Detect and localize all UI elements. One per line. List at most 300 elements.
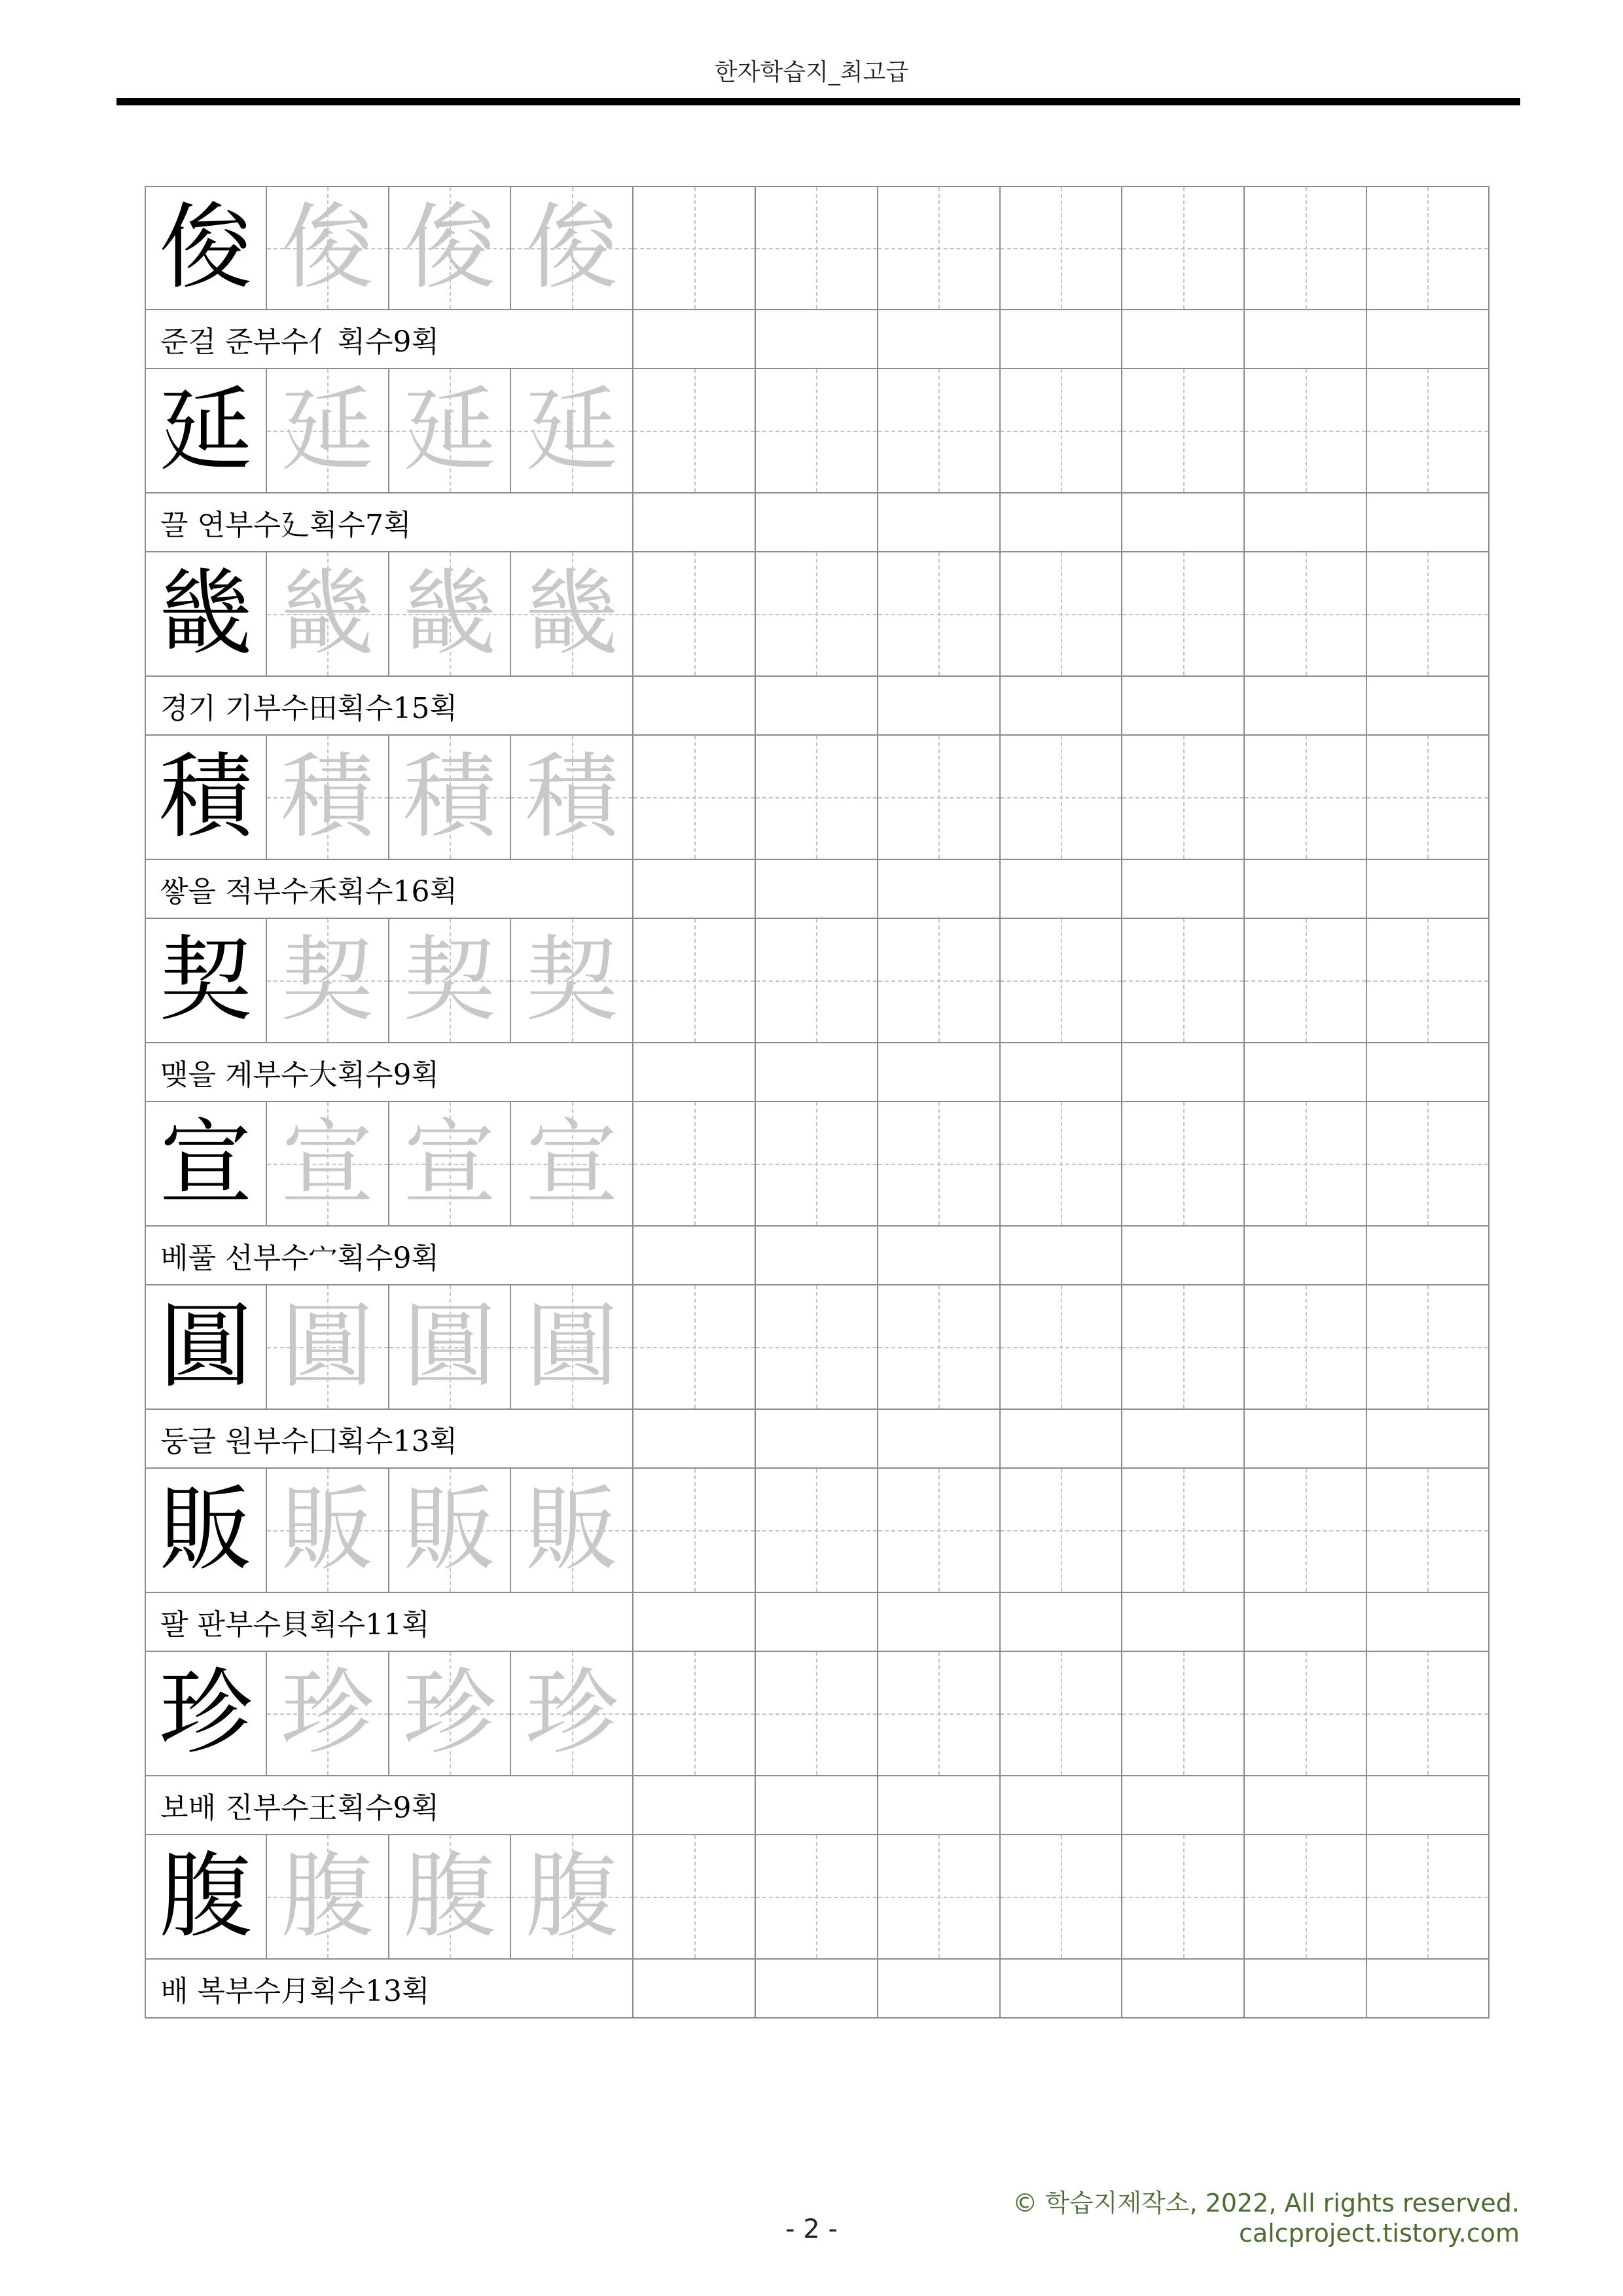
trace-cell (389, 919, 512, 1043)
practice-cell (633, 1469, 756, 1593)
trace-character: 積 (402, 743, 496, 851)
practice-cell (1122, 919, 1245, 1043)
info-blank-cell (1245, 1776, 1367, 1835)
radical-value: 貝 (281, 1608, 310, 1641)
info-blank-cell (1245, 860, 1367, 919)
info-blank-cell (1122, 677, 1245, 736)
strokes-label: 획수 (310, 509, 366, 542)
info-row (145, 1043, 1489, 1102)
char-info (145, 1593, 633, 1652)
info-blank-cell (756, 1776, 878, 1835)
trace-character: 珍 (402, 1659, 496, 1767)
trace-cell (389, 1652, 512, 1776)
char-row (145, 1469, 1489, 1593)
practice-cell (1367, 1469, 1489, 1593)
char-meaning: 쌓을 적 (160, 875, 253, 908)
info-blank-cell (1122, 1960, 1245, 2018)
header-rule (116, 98, 1520, 105)
radical-label: 부수 (253, 1425, 309, 1458)
trace-cell (389, 1469, 512, 1593)
radical-label: 부수 (253, 1791, 309, 1825)
practice-cell (1001, 736, 1123, 860)
strokes-label: 획수 (337, 875, 393, 908)
strokes-value: 7획 (365, 509, 412, 542)
info-row (145, 860, 1489, 919)
char-row (145, 369, 1489, 493)
info-blank-cell (633, 1227, 756, 1285)
char-row (145, 1285, 1489, 1410)
trace-character: 圓 (281, 1293, 374, 1401)
trace-character: 宣 (281, 1109, 374, 1217)
practice-cell (756, 369, 878, 493)
practice-grid (145, 186, 1489, 2018)
trace-cell (511, 1285, 633, 1410)
strokes-value: 16획 (393, 875, 458, 908)
trace-cell (511, 919, 633, 1043)
model-char-cell (145, 1285, 267, 1410)
char-info (145, 1043, 633, 1102)
practice-cell (1367, 736, 1489, 860)
char-meaning: 보배 진 (160, 1791, 253, 1825)
info-blank-cell (633, 493, 756, 552)
info-blank-cell (1122, 860, 1245, 919)
radical-label: 부수 (225, 509, 281, 542)
char-row (145, 736, 1489, 860)
practice-cell (1245, 1285, 1367, 1410)
info-blank-cell (756, 677, 878, 736)
char-meaning: 맺을 계 (160, 1058, 253, 1092)
info-blank-cell (1001, 310, 1123, 369)
char-row (145, 919, 1489, 1043)
practice-cell (1122, 1835, 1245, 1960)
trace-cell (267, 1835, 389, 1960)
trace-cell (267, 736, 389, 860)
trace-character: 販 (281, 1476, 374, 1584)
radical-value: 大 (308, 1058, 338, 1092)
strokes-value: 15획 (393, 692, 458, 725)
practice-cell (878, 369, 1001, 493)
practice-cell (1367, 919, 1489, 1043)
model-character: 契 (159, 926, 253, 1034)
trace-character: 畿 (525, 560, 618, 668)
practice-cell (1367, 1835, 1489, 1960)
practice-cell (878, 186, 1001, 310)
trace-character: 販 (525, 1476, 618, 1584)
practice-cell (1245, 186, 1367, 310)
char-meaning: 둥글 원 (160, 1425, 253, 1458)
char-info (145, 493, 633, 552)
radical-label: 부수 (253, 692, 309, 725)
trace-character: 俊 (525, 194, 618, 302)
trace-cell (267, 1652, 389, 1776)
practice-cell (878, 736, 1001, 860)
trace-character: 延 (281, 376, 374, 484)
strokes-value: 9획 (393, 325, 440, 359)
radical-label: 부수 (253, 1242, 309, 1275)
trace-character: 腹 (402, 1842, 496, 1950)
info-blank-cell (1245, 493, 1367, 552)
radical-label: 부수 (253, 1058, 309, 1092)
trace-character: 宣 (402, 1109, 496, 1217)
info-blank-cell (1367, 493, 1489, 552)
radical-label: 부수 (225, 1975, 281, 2008)
model-character: 俊 (159, 194, 253, 302)
char-meaning: 배 복 (160, 1975, 225, 2008)
trace-character: 積 (525, 743, 618, 851)
char-row (145, 1102, 1489, 1227)
info-row (145, 1410, 1489, 1469)
model-char-cell (145, 1469, 267, 1593)
info-blank-cell (878, 860, 1001, 919)
practice-cell (756, 1469, 878, 1593)
practice-cell (1122, 1102, 1245, 1227)
info-blank-cell (756, 1043, 878, 1102)
trace-cell (389, 369, 512, 493)
info-blank-cell (878, 493, 1001, 552)
info-row (145, 1960, 1489, 2018)
radical-value: 禾 (308, 875, 338, 908)
info-blank-cell (878, 1410, 1001, 1469)
model-character: 圓 (159, 1293, 253, 1401)
trace-cell (511, 1835, 633, 1960)
practice-cell (1001, 369, 1123, 493)
trace-cell (389, 736, 512, 860)
practice-cell (1122, 1469, 1245, 1593)
info-blank-cell (1245, 1043, 1367, 1102)
info-blank-cell (633, 860, 756, 919)
practice-cell (878, 1102, 1001, 1227)
radical-value: 月 (281, 1975, 310, 2008)
practice-cell (633, 736, 756, 860)
info-blank-cell (878, 1227, 1001, 1285)
strokes-label: 획수 (337, 1058, 393, 1092)
info-blank-cell (756, 493, 878, 552)
info-blank-cell (756, 1593, 878, 1652)
char-row (145, 552, 1489, 677)
practice-cell (633, 186, 756, 310)
trace-cell (511, 369, 633, 493)
trace-cell (389, 552, 512, 677)
radical-label: 부수 (253, 325, 309, 359)
practice-cell (633, 552, 756, 677)
trace-character: 俊 (281, 194, 374, 302)
char-info (145, 1776, 633, 1835)
practice-cell (1122, 552, 1245, 677)
info-row (145, 310, 1489, 369)
info-blank-cell (1122, 1227, 1245, 1285)
info-blank-cell (1367, 1593, 1489, 1652)
trace-cell (267, 186, 389, 310)
practice-cell (1001, 1469, 1123, 1593)
radical-label: 부수 (253, 875, 309, 908)
radical-value: 囗 (308, 1425, 338, 1458)
practice-cell (756, 552, 878, 677)
model-character: 腹 (159, 1842, 253, 1950)
practice-cell (756, 919, 878, 1043)
info-blank-cell (1367, 1043, 1489, 1102)
info-blank-cell (1245, 1227, 1367, 1285)
practice-cell (1245, 1102, 1367, 1227)
info-blank-cell (1367, 310, 1489, 369)
info-blank-cell (878, 1960, 1001, 2018)
info-blank-cell (633, 1043, 756, 1102)
practice-cell (1245, 552, 1367, 677)
trace-character: 販 (402, 1476, 496, 1584)
info-blank-cell (633, 677, 756, 736)
trace-cell (511, 1102, 633, 1227)
practice-cell (633, 1835, 756, 1960)
info-blank-cell (633, 1776, 756, 1835)
practice-cell (1367, 369, 1489, 493)
practice-cell (1122, 186, 1245, 310)
practice-cell (1367, 1652, 1489, 1776)
info-blank-cell (1367, 677, 1489, 736)
practice-cell (878, 919, 1001, 1043)
trace-cell (511, 1652, 633, 1776)
strokes-label: 획수 (310, 1975, 366, 2008)
char-info (145, 1227, 633, 1285)
practice-cell (1001, 1285, 1123, 1410)
info-blank-cell (878, 677, 1001, 736)
practice-cell (1245, 736, 1367, 860)
practice-cell (756, 186, 878, 310)
info-blank-cell (756, 1227, 878, 1285)
practice-cell (756, 1102, 878, 1227)
trace-cell (511, 736, 633, 860)
trace-character: 畿 (402, 560, 496, 668)
info-blank-cell (1001, 1410, 1123, 1469)
practice-cell (1001, 919, 1123, 1043)
info-blank-cell (633, 1593, 756, 1652)
model-char-cell (145, 1652, 267, 1776)
info-blank-cell (1367, 860, 1489, 919)
trace-cell (267, 1285, 389, 1410)
practice-cell (756, 1652, 878, 1776)
model-char-cell (145, 736, 267, 860)
practice-cell (878, 1652, 1001, 1776)
practice-cell (756, 1285, 878, 1410)
practice-cell (1245, 1835, 1367, 1960)
trace-cell (267, 1102, 389, 1227)
model-character: 宣 (159, 1109, 253, 1217)
practice-cell (1001, 1652, 1123, 1776)
strokes-value: 11획 (365, 1608, 430, 1641)
info-blank-cell (1367, 1227, 1489, 1285)
practice-cell (633, 919, 756, 1043)
trace-character: 珍 (281, 1659, 374, 1767)
info-blank-cell (1245, 1593, 1367, 1652)
info-blank-cell (633, 1410, 756, 1469)
strokes-label: 획수 (337, 1791, 393, 1825)
info-blank-cell (1001, 677, 1123, 736)
model-char-cell (145, 1102, 267, 1227)
radical-label: 부수 (225, 1608, 281, 1641)
info-row (145, 677, 1489, 736)
strokes-label: 획수 (337, 1425, 393, 1458)
practice-cell (878, 1285, 1001, 1410)
strokes-label: 획수 (337, 325, 393, 359)
model-char-cell (145, 186, 267, 310)
info-blank-cell (878, 1776, 1001, 1835)
info-row (145, 1776, 1489, 1835)
practice-cell (1001, 552, 1123, 677)
practice-cell (1367, 552, 1489, 677)
trace-cell (267, 552, 389, 677)
trace-character: 延 (525, 376, 618, 484)
practice-cell (1367, 1285, 1489, 1410)
practice-cell (756, 736, 878, 860)
info-blank-cell (1001, 1043, 1123, 1102)
trace-character: 腹 (525, 1842, 618, 1950)
info-blank-cell (1245, 310, 1367, 369)
trace-character: 積 (281, 743, 374, 851)
info-blank-cell (1001, 1960, 1123, 2018)
char-meaning: 베풀 선 (160, 1242, 253, 1275)
practice-cell (1122, 736, 1245, 860)
practice-cell (1001, 186, 1123, 310)
info-blank-cell (1367, 1776, 1489, 1835)
trace-cell (389, 1285, 512, 1410)
char-meaning: 끌 연 (160, 509, 225, 542)
copyright-notice: © 학습지제작소, 2022, All rights reserved. (1012, 2189, 1520, 2217)
trace-character: 宣 (525, 1109, 618, 1217)
model-character: 販 (159, 1476, 253, 1584)
model-character: 積 (159, 743, 253, 851)
strokes-value: 9획 (393, 1242, 440, 1275)
practice-cell (1245, 369, 1367, 493)
practice-cell (633, 1102, 756, 1227)
info-blank-cell (878, 1043, 1001, 1102)
trace-cell (267, 1469, 389, 1593)
char-info (145, 677, 633, 736)
info-blank-cell (1245, 1960, 1367, 2018)
radical-value: 王 (308, 1791, 338, 1825)
practice-cell (878, 1835, 1001, 1960)
info-row (145, 1227, 1489, 1285)
info-blank-cell (1122, 310, 1245, 369)
trace-character: 腹 (281, 1842, 374, 1950)
radical-value: 廴 (281, 509, 310, 542)
info-blank-cell (633, 310, 756, 369)
practice-cell (633, 1652, 756, 1776)
info-blank-cell (1001, 1593, 1123, 1652)
practice-cell (1001, 1102, 1123, 1227)
strokes-label: 획수 (310, 1608, 366, 1641)
practice-cell (878, 1469, 1001, 1593)
info-row (145, 1593, 1489, 1652)
trace-cell (389, 1102, 512, 1227)
info-blank-cell (1122, 1043, 1245, 1102)
practice-cell (633, 1285, 756, 1410)
trace-character: 契 (525, 926, 618, 1034)
model-character: 畿 (159, 560, 253, 668)
info-blank-cell (633, 1960, 756, 2018)
info-blank-cell (1245, 1410, 1367, 1469)
practice-cell (1122, 1652, 1245, 1776)
info-blank-cell (756, 1410, 878, 1469)
info-row (145, 493, 1489, 552)
char-info (145, 310, 633, 369)
practice-cell (1367, 186, 1489, 310)
trace-character: 契 (281, 926, 374, 1034)
strokes-label: 획수 (337, 692, 393, 725)
trace-character: 延 (402, 376, 496, 484)
info-blank-cell (1367, 1960, 1489, 2018)
practice-cell (878, 552, 1001, 677)
info-blank-cell (756, 310, 878, 369)
site-url: calcproject.tistory.com (1239, 2219, 1520, 2248)
info-blank-cell (1001, 1227, 1123, 1285)
strokes-value: 13획 (365, 1975, 430, 2008)
char-info (145, 860, 633, 919)
practice-cell (1245, 919, 1367, 1043)
practice-cell (1122, 1285, 1245, 1410)
info-blank-cell (1001, 1776, 1123, 1835)
trace-cell (389, 186, 512, 310)
strokes-value: 9획 (393, 1791, 440, 1825)
trace-cell (511, 186, 633, 310)
strokes-label: 획수 (337, 1242, 393, 1275)
char-meaning: 경기 기 (160, 692, 253, 725)
trace-character: 契 (402, 926, 496, 1034)
char-meaning: 팔 판 (160, 1608, 225, 1641)
strokes-value: 9획 (393, 1058, 440, 1092)
info-blank-cell (1122, 1410, 1245, 1469)
trace-character: 珍 (525, 1659, 618, 1767)
model-character: 延 (159, 376, 253, 484)
model-char-cell (145, 1835, 267, 1960)
trace-character: 畿 (281, 560, 374, 668)
char-info (145, 1410, 633, 1469)
radical-value: 亻 (308, 325, 338, 359)
info-blank-cell (878, 310, 1001, 369)
trace-cell (389, 1835, 512, 1960)
info-blank-cell (1122, 493, 1245, 552)
practice-cell (633, 369, 756, 493)
practice-cell (1245, 1652, 1367, 1776)
practice-cell (1367, 1102, 1489, 1227)
info-blank-cell (1122, 1593, 1245, 1652)
practice-cell (1122, 369, 1245, 493)
info-blank-cell (1001, 493, 1123, 552)
radical-value: 田 (308, 692, 338, 725)
model-char-cell (145, 919, 267, 1043)
info-blank-cell (878, 1593, 1001, 1652)
char-meaning: 준걸 준 (160, 325, 253, 359)
info-blank-cell (1001, 860, 1123, 919)
info-blank-cell (756, 1960, 878, 2018)
trace-cell (511, 1469, 633, 1593)
info-blank-cell (1367, 1410, 1489, 1469)
model-character: 珍 (159, 1659, 253, 1767)
info-blank-cell (756, 860, 878, 919)
char-row (145, 1835, 1489, 1960)
radical-value: 宀 (308, 1242, 338, 1275)
trace-cell (267, 369, 389, 493)
info-blank-cell (1245, 677, 1367, 736)
trace-character: 圓 (525, 1293, 618, 1401)
char-info (145, 1960, 633, 2018)
trace-cell (267, 919, 389, 1043)
practice-cell (1245, 1469, 1367, 1593)
info-blank-cell (1122, 1776, 1245, 1835)
practice-cell (756, 1835, 878, 1960)
char-row (145, 186, 1489, 310)
trace-cell (511, 552, 633, 677)
model-char-cell (145, 369, 267, 493)
page-number: - 2 - (785, 2214, 838, 2244)
trace-character: 俊 (402, 194, 496, 302)
